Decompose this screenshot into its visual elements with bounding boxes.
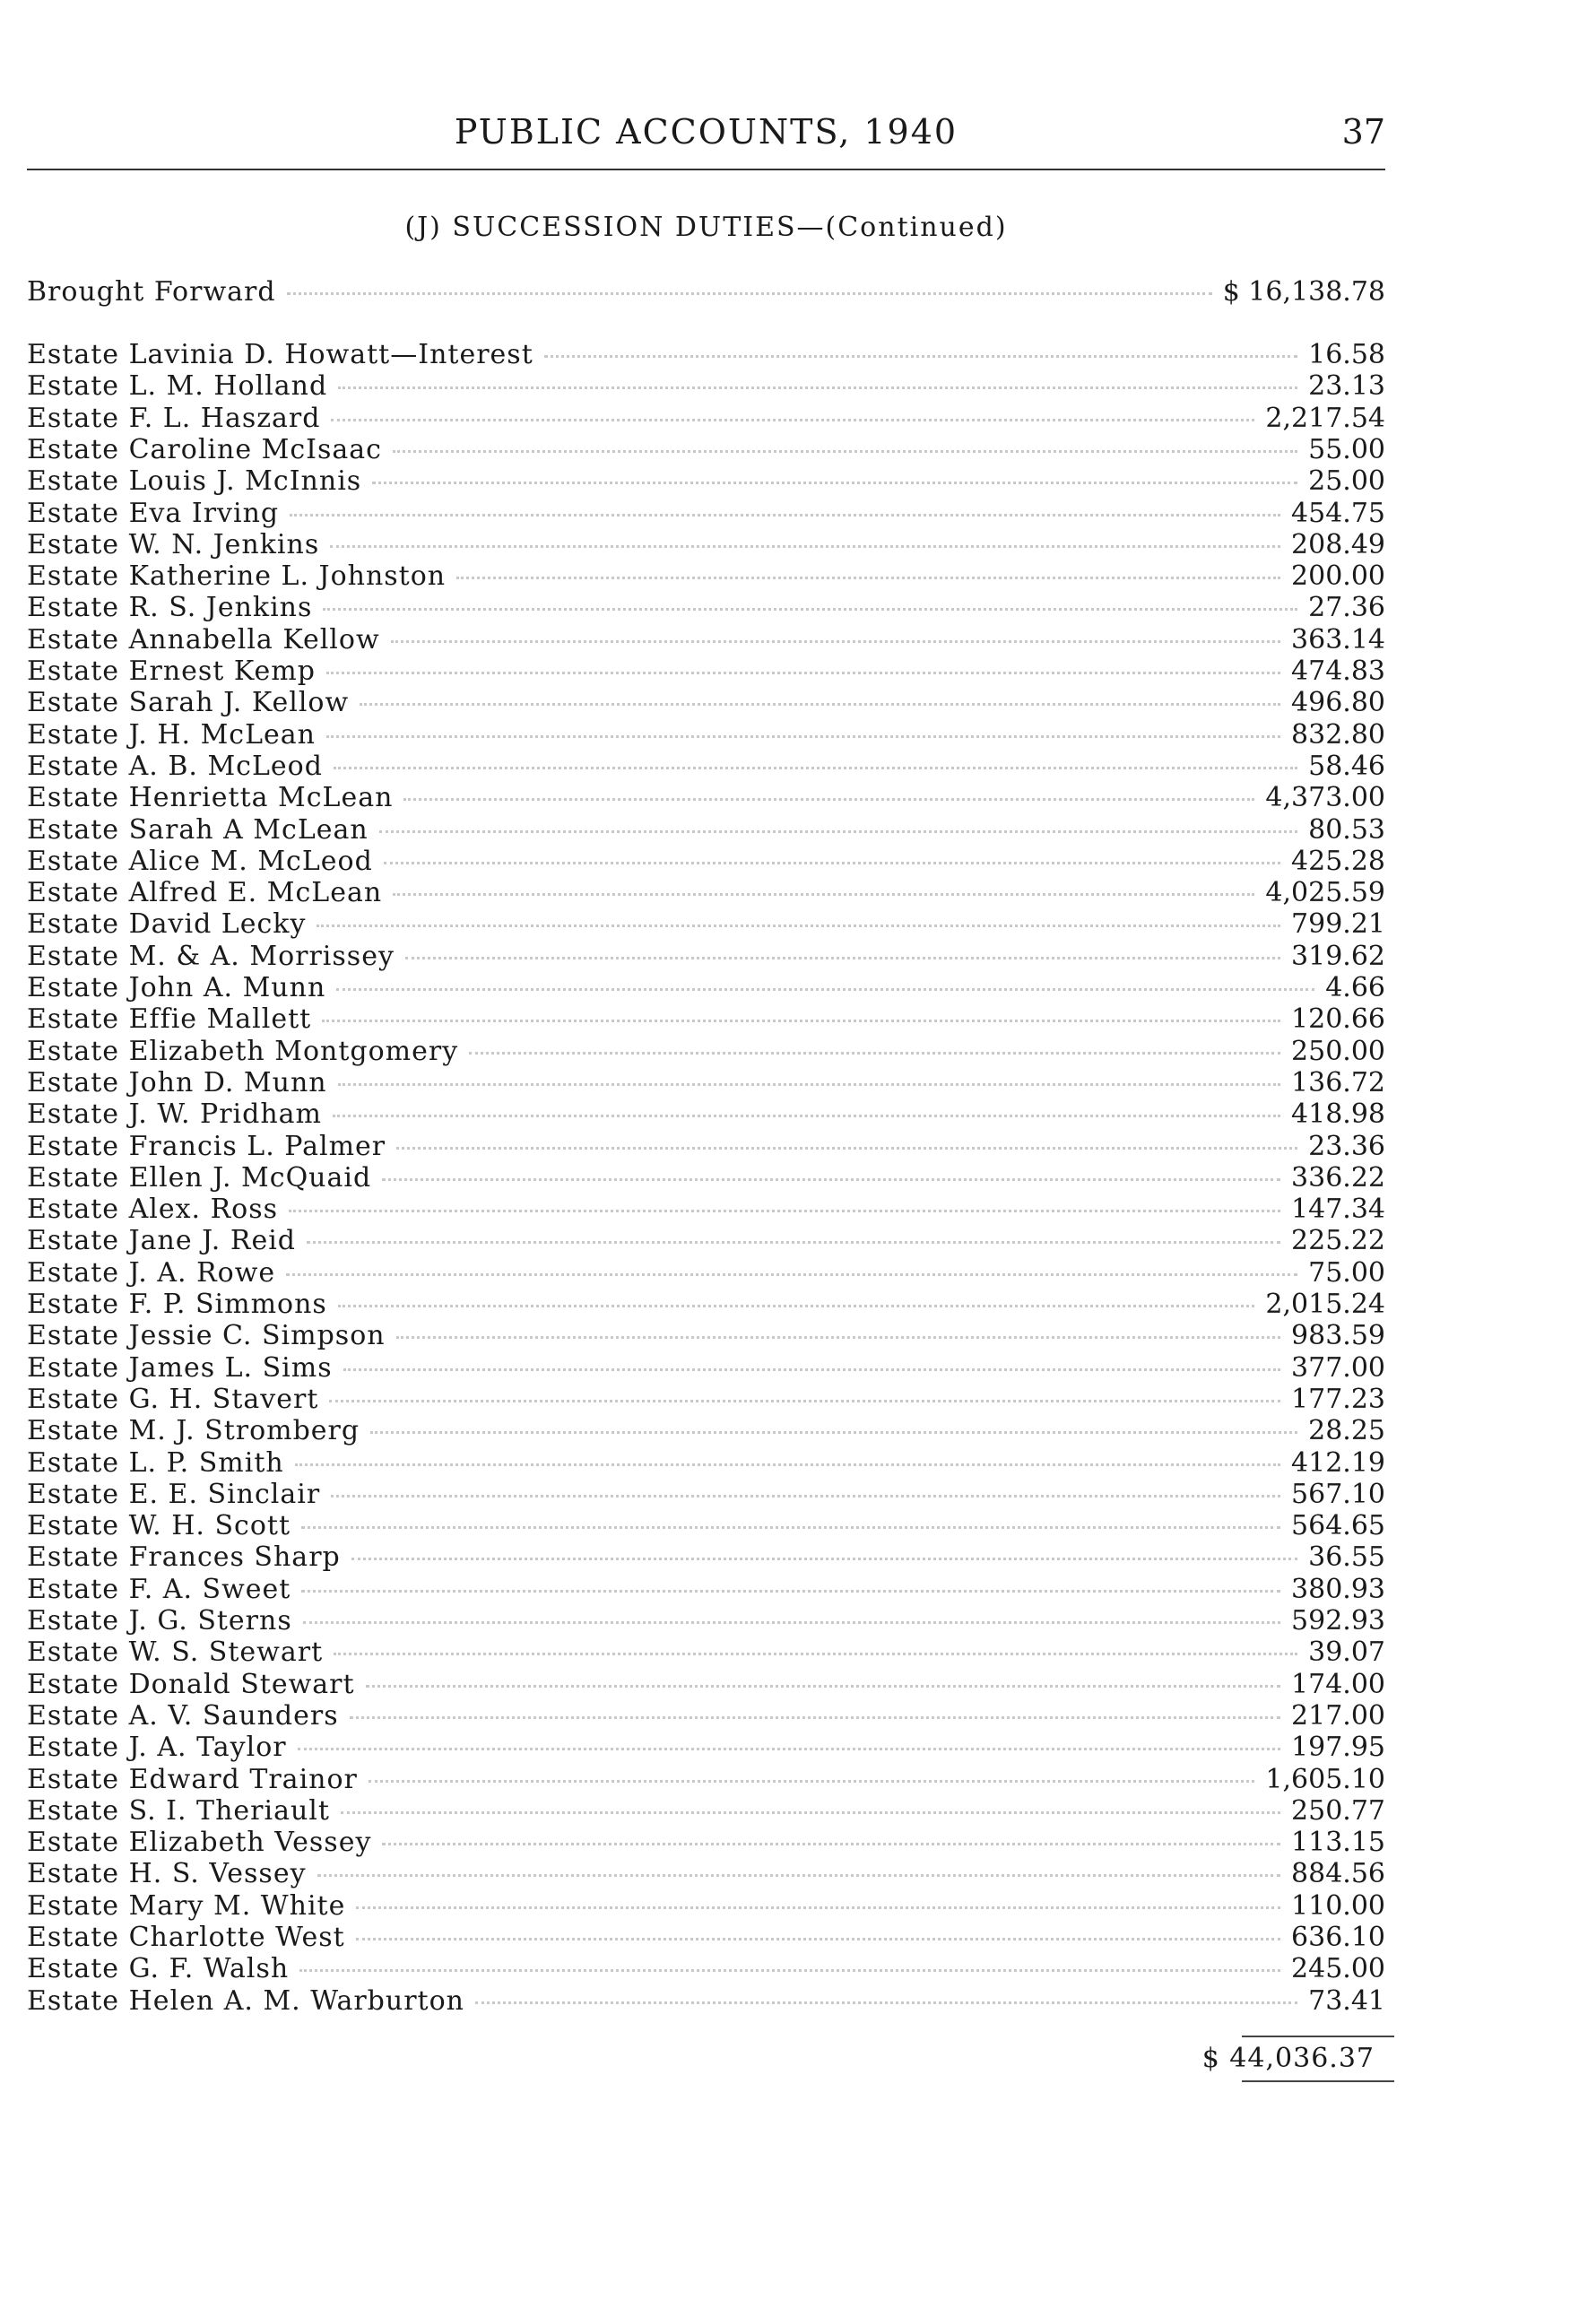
dot-leader	[331, 419, 1254, 421]
entry-amount: 412.19	[1291, 1446, 1385, 1479]
table-row	[27, 1858, 1385, 1888]
table-row	[27, 782, 1385, 812]
table-row	[27, 1003, 1385, 1034]
table-row	[27, 1953, 1385, 1984]
dot-leader	[343, 1368, 1280, 1371]
dot-leader	[370, 1431, 1297, 1434]
entry-amount: 113.15	[1291, 1827, 1385, 1859]
table-row	[27, 1764, 1385, 1794]
dot-leader	[405, 957, 1280, 959]
table-row	[27, 1352, 1385, 1383]
dot-leader	[307, 1241, 1280, 1244]
entry-amount: 217.00	[1291, 1699, 1385, 1732]
table-row	[27, 498, 1385, 528]
dot-leader	[322, 1020, 1280, 1022]
entry-amount: 380.93	[1291, 1573, 1385, 1605]
entry-amount: 4,025.59	[1265, 877, 1385, 909]
entry-amount: 4,373.00	[1265, 782, 1385, 814]
entry-label: Estate L. M. Holland	[27, 370, 328, 403]
table-row	[27, 1415, 1385, 1445]
entry-amount: 55.00	[1308, 433, 1385, 465]
entry-amount: 110.00	[1291, 1889, 1385, 1922]
table-row	[27, 592, 1385, 622]
entry-amount: 23.13	[1308, 370, 1385, 403]
dot-leader	[391, 640, 1280, 643]
entry-label: Estate Jessie C. Simpson	[27, 1320, 386, 1352]
entry-label: Estate John D. Munn	[27, 1066, 327, 1098]
entry-label: Estate J. G. Sterns	[27, 1605, 292, 1636]
table-row	[27, 1067, 1385, 1098]
entry-label: Estate Alex. Ross	[27, 1194, 279, 1226]
entry-amount: 564.65	[1291, 1510, 1385, 1542]
entry-label: Estate W. H. Scott	[27, 1510, 291, 1542]
entry-label: Estate David Lecky	[27, 908, 307, 941]
running-head	[27, 112, 1385, 157]
table-row	[27, 941, 1385, 971]
entry-amount: 27.36	[1308, 592, 1385, 624]
entry-label: Estate G. F. Walsh	[27, 1953, 290, 1985]
entry-label: Estate Louis J. McInnis	[27, 465, 362, 498]
dot-leader	[384, 862, 1280, 864]
entry-label: Estate E. E. Sinclair	[27, 1478, 321, 1510]
table-row	[27, 1225, 1385, 1255]
dot-leader	[351, 1558, 1297, 1560]
entry-label: Estate J. H. McLean	[27, 718, 316, 751]
table-row	[27, 465, 1385, 496]
entry-amount: 36.55	[1308, 1541, 1385, 1574]
entry-label: Estate H. S. Vessey	[27, 1858, 307, 1890]
dot-leader	[329, 1400, 1280, 1402]
table-row	[27, 719, 1385, 750]
entry-amount: 425.28	[1291, 845, 1385, 877]
entry-label: Estate Ernest Kemp	[27, 655, 316, 687]
dot-leader	[338, 1305, 1255, 1307]
entry-label: Estate John A. Munn	[27, 972, 326, 1003]
header-rule	[27, 169, 1385, 170]
dot-leader	[301, 1590, 1280, 1593]
entry-label: Estate Katherine L. Johnston	[27, 560, 447, 593]
entry-amount: 319.62	[1291, 940, 1385, 972]
dot-leader	[334, 767, 1297, 769]
table-row	[27, 1922, 1385, 1952]
dot-leader	[290, 514, 1280, 517]
entry-amount: 377.00	[1291, 1351, 1385, 1384]
entry-amount: 225.22	[1291, 1225, 1385, 1257]
dot-leader	[379, 830, 1297, 833]
entry-amount: 80.53	[1308, 813, 1385, 846]
table-row	[27, 1985, 1385, 2016]
dot-leader	[350, 1716, 1280, 1719]
page-number: 37	[1341, 112, 1385, 152]
table-row	[27, 687, 1385, 717]
dot-leader	[303, 1621, 1280, 1624]
table-row	[27, 1574, 1385, 1604]
entry-label: Estate Elizabeth Vessey	[27, 1827, 372, 1859]
entry-label: Estate Edward Trainor	[27, 1763, 358, 1795]
dot-leader	[356, 1938, 1280, 1940]
dot-leader	[341, 1811, 1280, 1814]
table-row	[27, 1827, 1385, 1857]
dot-leader	[336, 988, 1314, 991]
table-row	[27, 1194, 1385, 1224]
dot-leader	[393, 893, 1254, 896]
entry-amount: 147.34	[1291, 1194, 1385, 1226]
entry-amount: 2,217.54	[1265, 402, 1385, 434]
dot-leader	[289, 1210, 1280, 1212]
entry-label: Estate L. P. Smith	[27, 1446, 284, 1479]
brought-forward-amount: $ 16,138.78	[1222, 276, 1385, 308]
entry-label: Estate Sarah J. Kellow	[27, 687, 350, 719]
entry-label: Estate Helen A. M. Warburton	[27, 1984, 464, 2017]
table-row	[27, 339, 1385, 369]
table-row	[27, 624, 1385, 655]
table-row	[27, 1669, 1385, 1699]
dot-leader	[475, 2001, 1297, 2004]
entry-label: Estate A. B. McLeod	[27, 750, 323, 782]
entry-label: Estate Ellen J. McQuaid	[27, 1161, 372, 1194]
table-row	[27, 814, 1385, 845]
entry-amount: 474.83	[1291, 655, 1385, 687]
entry-label: Estate F. A. Sweet	[27, 1573, 291, 1605]
table-row	[27, 1320, 1385, 1350]
table-row	[27, 1131, 1385, 1161]
entry-amount: 592.93	[1291, 1605, 1385, 1636]
table-row	[27, 908, 1385, 939]
entry-amount: 496.80	[1291, 687, 1385, 719]
dot-leader	[330, 545, 1280, 548]
entry-label: Estate W. S. Stewart	[27, 1636, 324, 1669]
entry-amount: 136.72	[1291, 1066, 1385, 1098]
table-row	[27, 434, 1385, 464]
dot-leader	[326, 735, 1280, 738]
entry-label: Estate Alice M. McLeod	[27, 845, 373, 877]
entry-label: Estate Annabella Kellow	[27, 623, 380, 655]
entry-amount: 363.14	[1291, 623, 1385, 655]
section-title: (J) SUCCESSION DUTIES—(Continued)	[404, 212, 1008, 243]
entry-amount: 208.49	[1291, 528, 1385, 560]
entry-amount: 336.22	[1291, 1161, 1385, 1194]
dot-leader	[366, 1685, 1280, 1688]
dot-leader	[356, 1906, 1280, 1909]
entry-label: Estate Lavinia D. Howatt—Interest	[27, 339, 533, 370]
dot-leader	[334, 1653, 1297, 1655]
total-amount: $ 44,036.37	[1201, 2043, 1375, 2074]
entry-label: Estate Alfred E. McLean	[27, 877, 383, 909]
dot-leader	[286, 1273, 1297, 1276]
entry-amount: 58.46	[1308, 750, 1385, 782]
dot-leader	[456, 577, 1280, 579]
table-row	[27, 1384, 1385, 1414]
dot-leader	[382, 1843, 1280, 1845]
entry-label: Estate Caroline McIsaac	[27, 433, 382, 465]
entry-amount: 23.36	[1308, 1130, 1385, 1162]
table-row	[27, 972, 1385, 1003]
dot-leader	[544, 355, 1297, 358]
dot-leader	[295, 1463, 1280, 1466]
entry-label: Estate Donald Stewart	[27, 1668, 355, 1700]
entry-amount: 799.21	[1291, 908, 1385, 941]
dot-leader	[299, 1969, 1280, 1972]
running-title: PUBLIC ACCOUNTS, 1940	[454, 112, 958, 152]
table-row	[27, 1700, 1385, 1731]
entry-amount: 174.00	[1291, 1668, 1385, 1700]
entry-amount: 73.41	[1308, 1984, 1385, 2017]
table-row	[27, 751, 1385, 781]
table-row	[27, 1289, 1385, 1319]
table-row	[27, 529, 1385, 560]
entry-amount: 983.59	[1291, 1320, 1385, 1352]
entry-label: Estate W. N. Jenkins	[27, 528, 320, 560]
table-row	[27, 1541, 1385, 1572]
entry-label: Estate Frances Sharp	[27, 1541, 341, 1574]
table-row	[27, 1257, 1385, 1288]
entry-label: Estate Jane J. Reid	[27, 1225, 297, 1257]
dot-leader	[326, 672, 1280, 674]
entry-label: Estate M. J. Stromberg	[27, 1415, 360, 1447]
table-row	[27, 1636, 1385, 1667]
entry-label: Estate James L. Sims	[27, 1351, 333, 1384]
entry-label: Estate Mary M. White	[27, 1889, 346, 1922]
entry-amount: 4.66	[1325, 972, 1385, 1003]
entry-label: Estate F. P. Simmons	[27, 1289, 327, 1320]
table-row	[27, 1162, 1385, 1193]
dot-leader	[372, 482, 1297, 484]
entry-amount: 1,605.10	[1265, 1763, 1385, 1795]
dot-leader	[338, 386, 1297, 389]
entry-amount: 25.00	[1308, 465, 1385, 498]
dot-leader	[317, 1874, 1280, 1877]
entry-amount: 454.75	[1291, 497, 1385, 529]
entry-amount: 177.23	[1291, 1383, 1385, 1415]
brought-forward-row	[27, 276, 1385, 307]
dot-leader	[469, 1052, 1280, 1055]
entry-label: Estate S. I. Theriault	[27, 1794, 330, 1827]
dot-leader	[393, 450, 1297, 453]
dot-leader	[333, 1115, 1280, 1117]
entry-label: Estate R. S. Jenkins	[27, 592, 313, 624]
dot-leader	[369, 1780, 1255, 1783]
entry-label: Estate G. H. Stavert	[27, 1383, 319, 1415]
dot-leader	[360, 703, 1280, 706]
entry-amount: 636.10	[1291, 1922, 1385, 1953]
table-row	[27, 846, 1385, 876]
entry-label: Estate J. A. Taylor	[27, 1732, 287, 1764]
entry-amount: 16.58	[1308, 339, 1385, 370]
entry-label: Estate Francis L. Palmer	[27, 1130, 386, 1162]
entry-amount: 832.80	[1291, 718, 1385, 751]
dot-leader	[287, 292, 1212, 295]
entry-label: Estate Elizabeth Montgomery	[27, 1035, 459, 1067]
entry-amount: 567.10	[1291, 1478, 1385, 1510]
table-row	[27, 1447, 1385, 1478]
table-row	[27, 370, 1385, 401]
entry-amount: 75.00	[1308, 1256, 1385, 1289]
entry-label: Estate Eva Irving	[27, 497, 280, 529]
dot-leader	[317, 925, 1280, 927]
table-row	[27, 1890, 1385, 1921]
table-row	[27, 877, 1385, 907]
brought-forward-label: Brought Forward	[27, 276, 276, 308]
entry-label: Estate Effie Mallett	[27, 1003, 312, 1036]
entry-label: Estate M. & A. Morrissey	[27, 940, 395, 972]
dot-leader	[403, 798, 1254, 801]
entry-label: Estate F. L. Haszard	[27, 402, 321, 434]
entry-amount: 120.66	[1291, 1003, 1385, 1036]
dot-leader	[323, 608, 1297, 611]
dot-leader	[382, 1178, 1280, 1181]
total-underline	[1242, 2080, 1394, 2082]
entry-label: Estate J. A. Rowe	[27, 1256, 276, 1289]
entry-amount: 418.98	[1291, 1098, 1385, 1131]
entry-label: Estate J. W. Pridham	[27, 1098, 322, 1131]
entry-label: Estate Sarah A McLean	[27, 813, 369, 846]
dot-leader	[331, 1495, 1280, 1498]
table-row	[27, 1732, 1385, 1762]
table-row	[27, 403, 1385, 433]
entry-amount: 28.25	[1308, 1415, 1385, 1447]
table-row	[27, 1510, 1385, 1541]
table-row	[27, 1605, 1385, 1636]
entry-amount: 884.56	[1291, 1858, 1385, 1890]
dot-leader	[301, 1526, 1280, 1529]
sum-rule	[1242, 2036, 1394, 2037]
entry-label: Estate Henrietta McLean	[27, 782, 394, 814]
entry-amount: 250.00	[1291, 1035, 1385, 1067]
entry-amount: 39.07	[1308, 1636, 1385, 1669]
table-row	[27, 1479, 1385, 1509]
table-row	[27, 655, 1385, 686]
dot-leader	[396, 1147, 1297, 1150]
entry-amount: 250.77	[1291, 1794, 1385, 1827]
table-row	[27, 1036, 1385, 1066]
entry-label: Estate A. V. Saunders	[27, 1699, 339, 1732]
entry-label: Estate Charlotte West	[27, 1922, 345, 1953]
entry-amount: 2,015.24	[1265, 1289, 1385, 1320]
entry-amount: 197.95	[1291, 1732, 1385, 1764]
dot-leader	[396, 1336, 1280, 1339]
entry-amount: 200.00	[1291, 560, 1385, 593]
entry-amount: 245.00	[1291, 1953, 1385, 1985]
table-row	[27, 1098, 1385, 1129]
dot-leader	[338, 1083, 1280, 1086]
dot-leader	[298, 1748, 1280, 1750]
table-row	[27, 1795, 1385, 1826]
table-row	[27, 560, 1385, 591]
